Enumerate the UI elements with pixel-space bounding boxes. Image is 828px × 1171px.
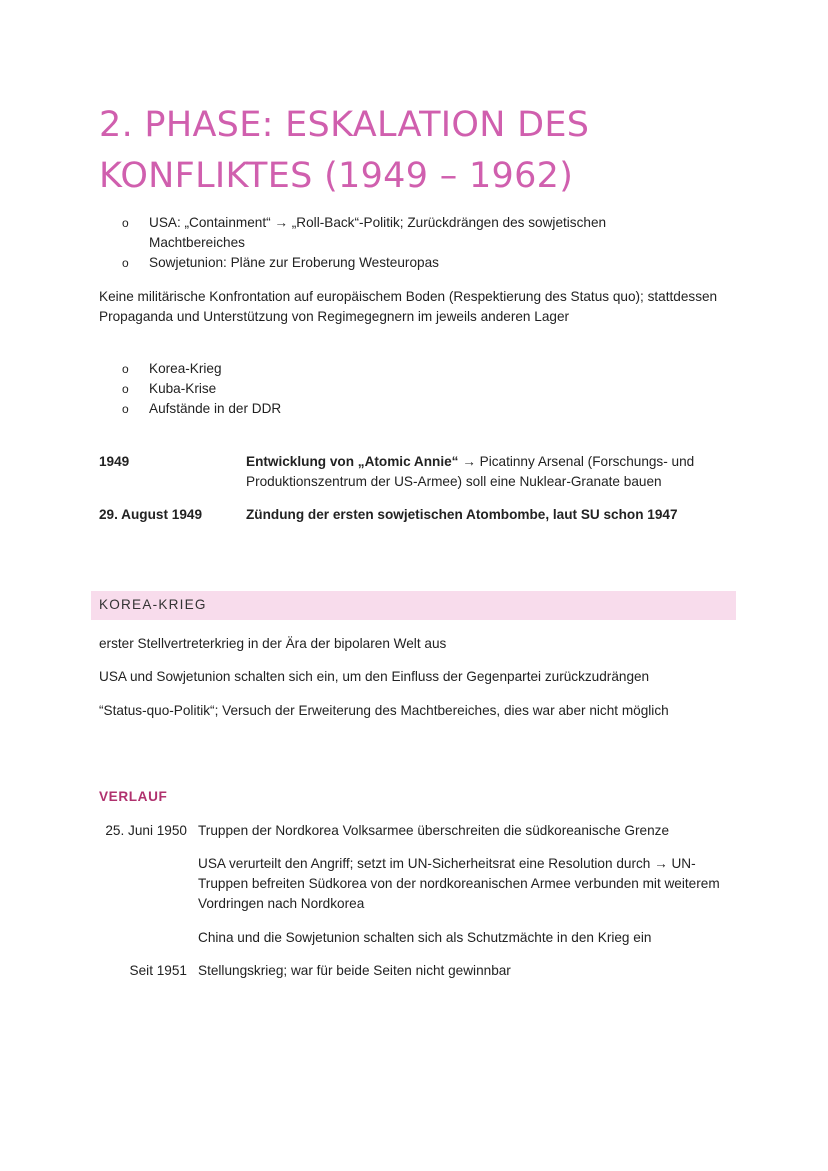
section-heading: KOREA-KRIEG (99, 597, 207, 612)
list-item-text: USA: „Containment“ → „Roll-Back“-Politik; Zurückdrängen des sowjetischen Machtbereiches (149, 215, 607, 250)
page-title-line-2: KONFLIKTES (1949 – 1962) (99, 156, 574, 196)
verlauf-row (99, 961, 739, 981)
timeline-text (246, 505, 736, 525)
page-title (99, 100, 739, 202)
timeline-plain-text: → Picatinny Arsenal (Forschungs- und Produktionszentrum der US-Armee) soll eine Nuklear-Granate bauen (246, 454, 695, 489)
page-title-line-1: 2. PHASE: ESKALATION DES (99, 105, 590, 145)
event-bullet-list (122, 359, 281, 419)
verlauf-row (99, 821, 739, 841)
section-heading-bar (91, 591, 736, 620)
bullet-marker: o (122, 382, 129, 396)
verlauf-text: Stellungskrieg; war für beide Seiten nicht gewinnbar (198, 963, 511, 978)
verlauf-text: USA verurteilt den Angriff; setzt im UN-Sicherheitsrat eine Resolution durch → UN-Truppen befreiten Südkorea von der nordkoreanischen Armee verbunden mit weiterem Vordringen nach Nordkorea (198, 856, 720, 911)
bullet-marker: o (122, 362, 129, 376)
intro-bullet-list (122, 213, 669, 273)
korea-paragraph: erster Stellvertreterkrieg in der Ära der bipolaren Welt aus (99, 636, 447, 651)
list-item-text: Sowjetunion: Pläne zur Eroberung Westeuropas (149, 255, 439, 270)
verlauf-text: Truppen der Nordkorea Volksarmee überschreiten die südkoreanische Grenze (198, 823, 670, 838)
timeline-date: 1949 (99, 454, 130, 469)
korea-paragraph: “Status-quo-Politik“; Versuch der Erweiterung des Machtbereiches, dies war aber nicht möglich (99, 703, 669, 718)
bullet-marker: o (122, 256, 129, 270)
verlauf-row (99, 854, 739, 914)
verlauf-heading: VERLAUF (99, 789, 168, 804)
bullet-marker: o (122, 216, 129, 230)
verlauf-date: 25. Juni 1950 (105, 823, 187, 838)
list-item (122, 359, 281, 379)
list-item (122, 379, 281, 399)
timeline-row (99, 452, 739, 492)
korea-paragraph: USA und Sowjetunion schalten sich ein, um den Einfluss der Gegenpartei zurückzudrängen (99, 669, 650, 684)
list-item (122, 213, 669, 253)
verlauf-text: China und die Sowjetunion schalten sich als Schutzmächte in den Krieg ein (198, 930, 652, 945)
timeline-text (246, 452, 736, 492)
intro-paragraph: Keine militärische Konfrontation auf europäischem Boden (Respektierung des Status quo); stattdessen Propaganda und Unterstützung von Regimegegnern im jeweils anderen Lager (99, 289, 718, 324)
verlauf-date: Seit 1951 (129, 963, 187, 978)
timeline-row (99, 505, 739, 525)
list-item (122, 399, 281, 419)
list-item-text: Korea-Krieg (149, 361, 222, 376)
bullet-marker: o (122, 402, 129, 416)
list-item-text: Aufstände in der DDR (149, 401, 282, 416)
list-item-text: Kuba-Krise (149, 381, 217, 396)
list-item (122, 253, 669, 273)
verlauf-row (99, 928, 739, 948)
timeline-bold-text: Entwicklung von „Atomic Annie“ (246, 454, 459, 469)
timeline-date: 29. August 1949 (99, 507, 203, 522)
timeline-bold-text: Zündung der ersten sowjetischen Atombombe, laut SU schon 1947 (246, 507, 678, 522)
